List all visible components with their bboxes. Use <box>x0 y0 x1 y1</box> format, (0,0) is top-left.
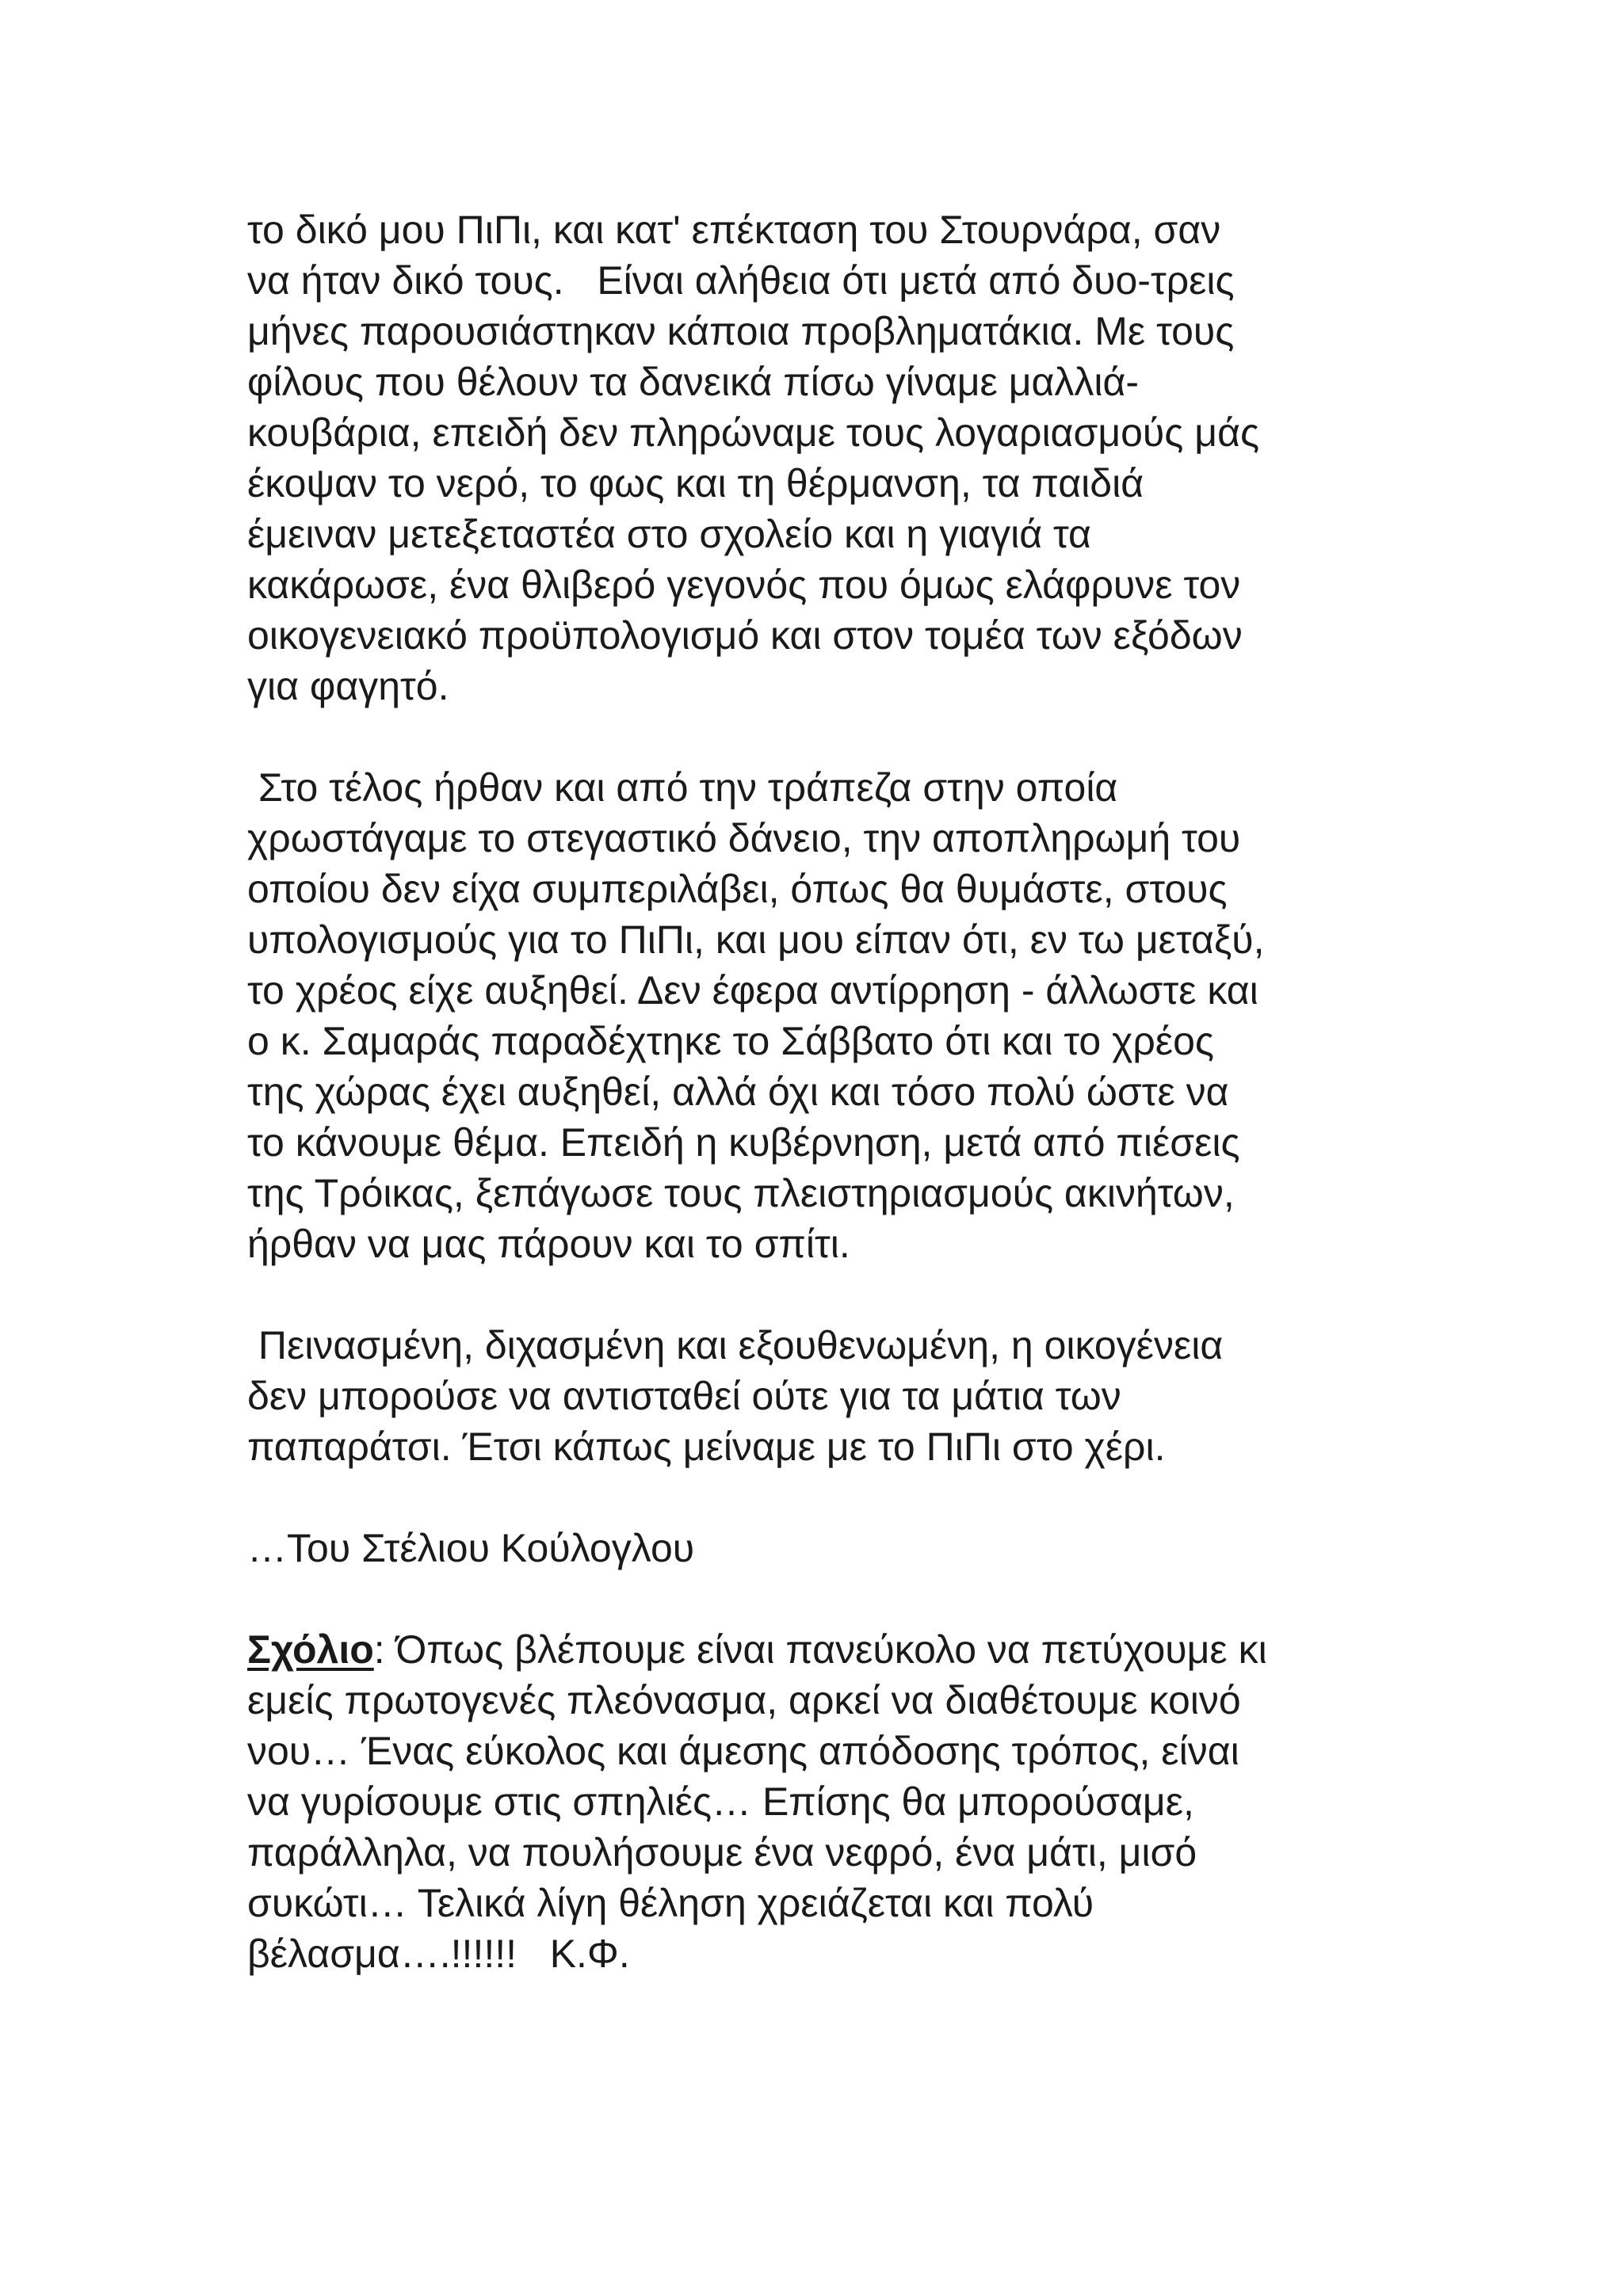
paragraph-line: οικογενειακό προϋπολογισμό και στον τομέα των εξόδων <box>247 613 1243 658</box>
paragraph-line: το χρέος είχε αυξηθεί. Δεν έφερα αντίρρηση - άλλωστε και <box>247 968 1258 1013</box>
paragraph-line: έμειναν μετεξεταστέα στο σχολείο και η γιαγιά τα <box>247 512 1091 556</box>
paragraph-line: κακάρωσε, ένα θλιβερό γεγονός που όμως ελάφρυνε τον <box>247 563 1241 607</box>
paragraph-line: της Τρόικας, ξεπάγωσε τους πλειστηριασμούς ακινήτων, <box>247 1171 1235 1215</box>
paragraph-line: παπαράτσι. Έτσι κάπως μείναμε με το ΠιΠι στο χέρι. <box>247 1425 1166 1469</box>
paragraph-3 <box>247 1320 1404 1472</box>
paragraph-2 <box>247 762 1404 1269</box>
paragraph-spacer <box>247 711 1404 762</box>
paragraph-line: υπολογισμούς για το ΠιΠι, και μου είπαν ότι, εν τω μεταξύ, <box>247 917 1265 962</box>
comment-first-line <box>247 1624 1404 1675</box>
paragraph-line: το δικό μου ΠιΠι, και κατ' επέκταση του Στουρνάρα, σαν <box>247 208 1221 252</box>
paragraph-line: Στο τέλος ήρθαν και από την τράπεζα στην οποία <box>247 765 1118 810</box>
paragraph-line: της χώρας έχει αυξηθεί, αλλά όχι και τόσο πολύ ώστε να <box>247 1070 1229 1114</box>
paragraph-spacer <box>247 1573 1404 1624</box>
paragraph-line: ήρθαν να μας πάρουν και το σπίτι. <box>247 1222 850 1266</box>
comment-line: εμείς πρωτογενές πλεόνασμα, αρκεί να διαθέτουμε κοινό <box>247 1678 1241 1722</box>
paragraph-line: οποίου δεν είχα συμπεριλάβει, όπως θα θυμάστε, στους <box>247 867 1228 911</box>
paragraph-line: να ήταν δικό τους. Είναι αλήθεια ότι μετά από δυο-τρεις <box>247 258 1235 303</box>
paragraph-line: έκοψαν το νερό, το φως και τη θέρμανση, τα παιδιά <box>247 461 1144 505</box>
author-signature: …Του Στέλιου Κούλογλου <box>247 1526 695 1570</box>
document-page <box>247 204 1404 1979</box>
paragraph-line: κουβάρια, επειδή δεν πληρώναμε τους λογαριασμούς μάς <box>247 410 1260 455</box>
paragraph-line: φίλους που θέλουν τα δανεικά πίσω γίναμε μαλλιά- <box>247 360 1140 404</box>
comment-section <box>247 1624 1404 1979</box>
comment-line: βέλασμα….!!!!!! Κ.Φ. <box>247 1932 630 1976</box>
paragraph-line: Πεινασμένη, διχασμένη και εξουθενωμένη, η οικογένεια <box>247 1323 1224 1367</box>
comment-line: νου… Ένας εύκολος και άμεσης απόδοσης τρόπος, είναι <box>247 1729 1239 1773</box>
paragraph-line: το κάνουμε θέμα. Επειδή η κυβέρνηση, μετά από πιέσεις <box>247 1120 1240 1165</box>
paragraph-spacer <box>247 1472 1404 1523</box>
paragraph-line: για φαγητό. <box>247 664 449 708</box>
paragraph-line: δεν μπορούσε να αντισταθεί ούτε για τα μάτια των <box>247 1374 1121 1418</box>
paragraph-line: ο κ. Σαμαράς παραδέχτηκε το Σάββατο ότι και το χρέος <box>247 1019 1214 1063</box>
paragraph-1 <box>247 204 1404 711</box>
comment-line: συκώτι… Τελικά λίγη θέληση χρειάζεται και πολύ <box>247 1881 1094 1925</box>
paragraph-line: μήνες παρουσιάστηκαν κάποια προβληματάκια. Με τους <box>247 309 1235 353</box>
comment-line: να γυρίσουμε στις σπηλιές… Επίσης θα μπορούσαμε, <box>247 1779 1194 1824</box>
paragraph-line: χρωστάγαμε το στεγαστικό δάνειο, την αποπληρωμή του <box>247 816 1241 860</box>
comment-label: Σχόλιο <box>247 1627 374 1672</box>
comment-line: παράλληλα, να πουλήσουμε ένα νεφρό, ένα μάτι, μισό <box>247 1830 1197 1875</box>
comment-first-line-text: : Όπως βλέπουμε είναι πανεύκολο να πετύχουμε κι <box>373 1627 1267 1672</box>
paragraph-spacer <box>247 1269 1404 1320</box>
